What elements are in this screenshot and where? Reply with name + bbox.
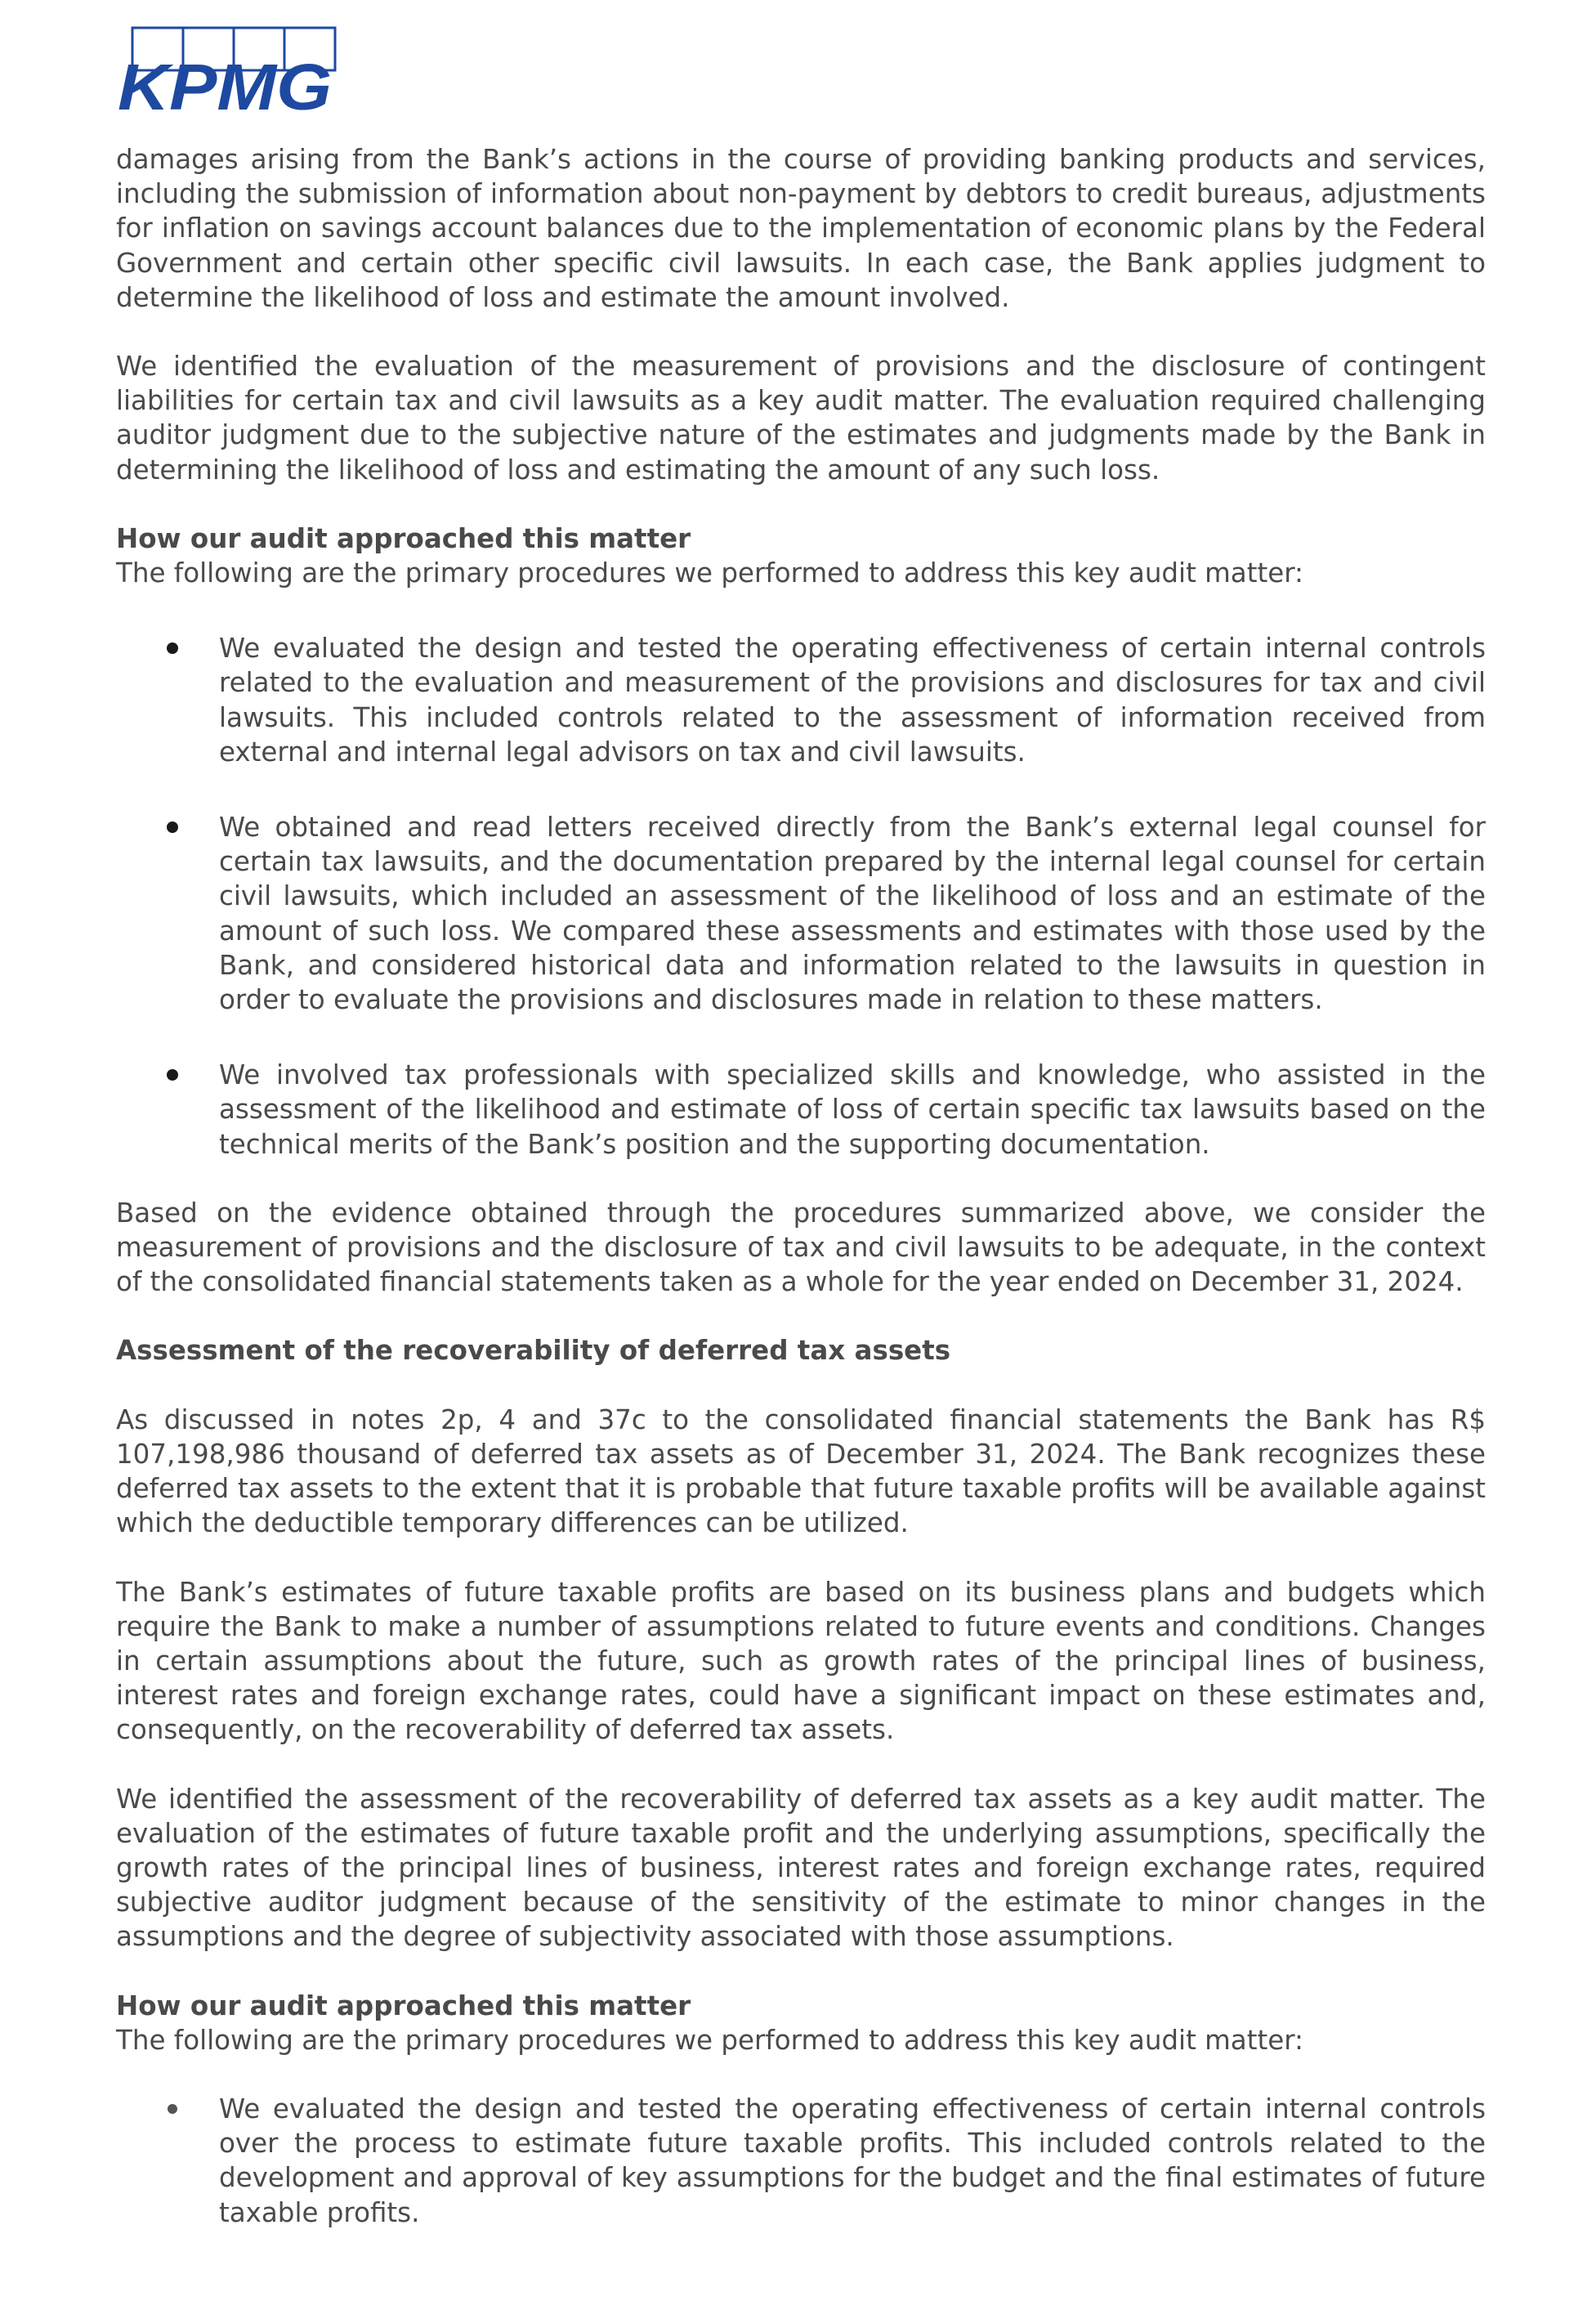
kpmg-logo-text: KPMG <box>118 51 332 114</box>
paragraph-deferred-tax-notes: As discussed in notes 2p, 4 and 37c to the consolidated financial statements the Bank has R$ 107,198,986 thousand of deferred tax assets as of December 31, 2024. The Bank recognizes these deferred tax assets to the extent that it is probable that future taxable profits will be available against which the deductible temporary differences can be utilized. <box>116 1403 1486 1539</box>
bullet-icon <box>167 1069 178 1081</box>
bullet-icon <box>167 642 178 654</box>
paragraph-conclusion: Based on the evidence obtained through the procedures summarized above, we consider the measurement of provisions and the disclosure of tax and civil lawsuits to be adequate, in the context of the consolidated financial statements taken as a whole for the year ended on December 31, 2024. <box>116 1197 1486 1298</box>
list-item <box>116 1058 1486 1162</box>
list-item <box>116 810 1486 1017</box>
paragraph-taxable-profit-estimates: The Bank’s estimates of future taxable profits are based on its business plans and budgets which require the Bank to make a number of assumptions related to future events and conditions. Changes in certain assumptions about the future, such as growth rates of the principal lines of business, interest rates and foreign exchange rates, could have a significant impact on these estimates and, consequently, on the recoverability of deferred tax assets. <box>116 1576 1486 1746</box>
list-item <box>116 631 1486 769</box>
section-heading: Assessment of the recoverability of deferred tax assets <box>116 1335 951 1367</box>
paragraph-key-audit-matter-provisions: We identified the evaluation of the measurement of provisions and the disclosure of contingent liabilities for certain tax and civil lawsuits as a key audit matter. The evaluation required challenging auditor judgment due to the subjective nature of the estimates and judgments made by the Bank in determining the likelihood of loss and estimating the amount of any such loss. <box>116 351 1486 486</box>
section-heading: How our audit approached this matter <box>116 522 691 554</box>
kpmg-logo <box>116 26 338 114</box>
procedures-list <box>116 2092 1486 2230</box>
section-audit-approach-provisions <box>116 522 1486 1300</box>
list-item-text: We obtained and read letters received directly from the Bank’s external legal counsel for certain tax lawsuits, and the documentation prepared by the internal legal counsel for certain civil lawsuits, which included an assessment of the likelihood of loss and an estimate of the amount of such loss. We compared these assessments and estimates with those used by the Bank, and considered historical data and information related to the lawsuits in question in order to evaluate the provisions and disclosures made in relation to these matters. <box>219 812 1486 1016</box>
list-item <box>116 2092 1486 2230</box>
document-body <box>116 142 1486 2264</box>
section-heading: How our audit approached this matter <box>116 1990 691 2021</box>
paragraph-lawsuits-context: damages arising from the Bank’s actions in the course of providing banking products and services, including the submission of information about non-payment by debtors to credit bureaus, adjustments for inflation on savings account balances due to the implementation of economic plans by the Federal Government and certain other specific civil lawsuits. In each case, the Bank applies judgment to determine the likelihood of loss and estimate the amount involved. <box>116 144 1486 313</box>
list-item-text: We evaluated the design and tested the operating effectiveness of certain internal controls related to the evaluation and measurement of the provisions and disclosures for tax and civil lawsuits. This included controls related to the assessment of information received from external and internal legal advisors on tax and civil lawsuits. <box>219 633 1486 768</box>
list-item-text: We evaluated the design and tested the operating effectiveness of certain internal controls over the process to estimate future taxable profits. This included controls related to the development and approval of key assumptions for the budget and the final estimates of future taxable profits. <box>219 2093 1486 2228</box>
bullet-icon <box>168 2104 177 2114</box>
section-audit-approach-deferred-tax <box>116 1989 1486 2230</box>
section-intro: The following are the primary procedures we performed to address this key audit matter: <box>116 557 1303 589</box>
procedures-list <box>116 631 1486 1162</box>
paragraph-key-audit-matter-deferred-tax: We identified the assessment of the recoverability of deferred tax assets as a key audit matter. The evaluation of the estimates of future taxable profit and the underlying assumptions, specifically the growth rates of the principal lines of business, interest rates and foreign exchange rates, required subjective auditor judgment because of the sensitivity of the estimate to minor changes in the assumptions and the degree of subjectivity associated with those assumptions. <box>116 1783 1486 1953</box>
section-deferred-tax-assets <box>116 1333 1486 1954</box>
section-intro: The following are the primary procedures we performed to address this key audit matter: <box>116 2024 1303 2056</box>
list-item-text: We involved tax professionals with specialized skills and knowledge, who assisted in the assessment of the likelihood and estimate of loss of certain specific tax lawsuits based on the technical merits of the Bank’s position and the supporting documentation. <box>219 1059 1486 1160</box>
bullet-icon <box>167 821 178 833</box>
